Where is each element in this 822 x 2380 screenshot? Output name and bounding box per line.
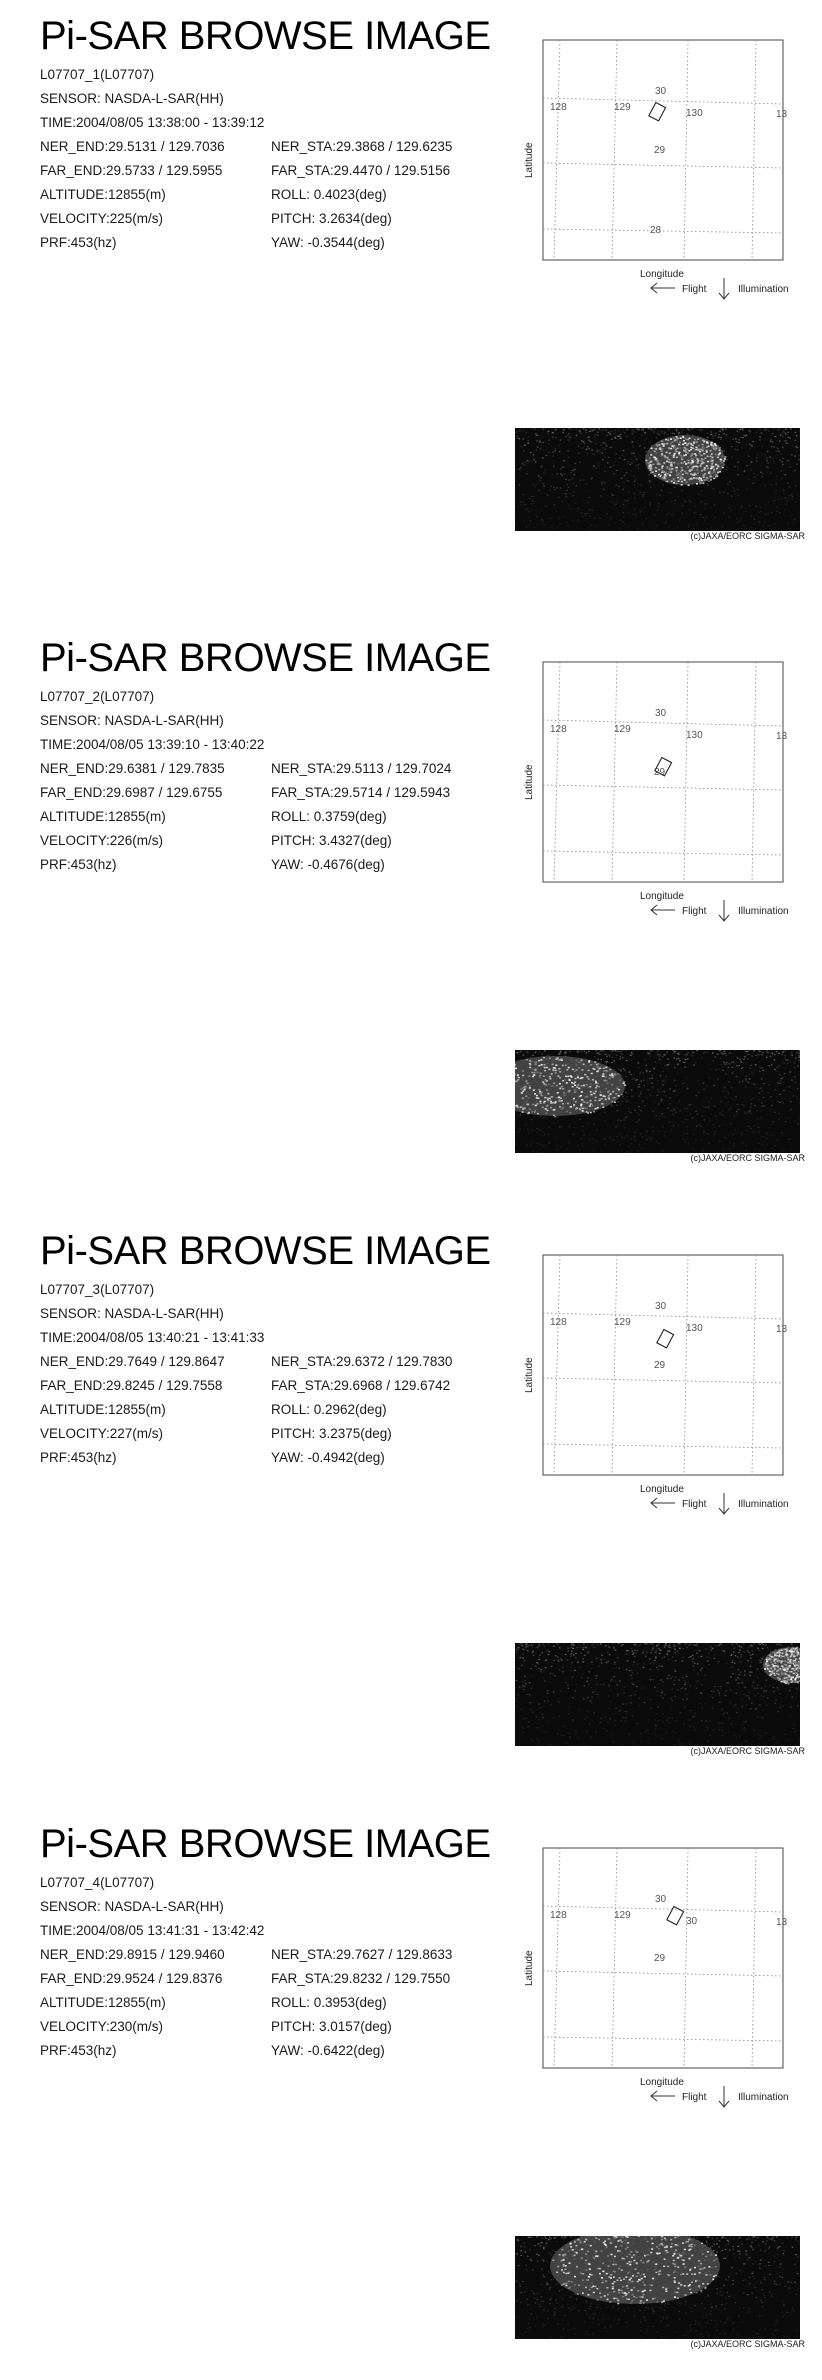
browse-record <box>0 1215 822 1809</box>
sar-browse-image <box>515 2236 800 2339</box>
roll-line: ROLL: 0.3759(deg) <box>271 809 387 824</box>
lon-130-label: 130 <box>686 730 703 741</box>
yaw-line: YAW: -0.4942(deg) <box>271 1450 385 1465</box>
flight-label: Flight <box>682 1499 707 1510</box>
sar-browse-image <box>515 428 800 531</box>
time-line: TIME:2004/08/05 13:40:21 - 13:41:33 <box>40 1330 265 1345</box>
far-end-line: FAR_END:29.8245 / 129.7558 <box>40 1378 223 1393</box>
roll-line: ROLL: 0.3953(deg) <box>271 1995 387 2010</box>
map-xlabel: Longitude <box>640 891 684 902</box>
record-title: Pi-SAR BROWSE IMAGE <box>40 14 491 58</box>
ner-end-line: NER_END:29.7649 / 129.8647 <box>40 1354 225 1369</box>
ner-sta-line: NER_STA:29.7627 / 129.8633 <box>271 1947 453 1962</box>
lat-29-label: 29 <box>654 145 666 156</box>
lat-30-label: 30 <box>655 1301 667 1312</box>
pitch-line: PITCH: 3.4327(deg) <box>271 833 392 848</box>
location-map <box>520 640 820 940</box>
copyright-notice: (c)JAXA/EORC SIGMA-SAR <box>690 1746 805 1756</box>
direction-legend <box>645 1490 820 1520</box>
far-sta-line: FAR_STA:29.5714 / 129.5943 <box>271 785 451 800</box>
time-line: TIME:2004/08/05 13:38:00 - 13:39:12 <box>40 115 265 130</box>
lon-130-label: 130 <box>686 108 703 119</box>
direction-legend <box>645 275 820 305</box>
pitch-line: PITCH: 3.2375(deg) <box>271 1426 392 1441</box>
ner-end-line: NER_END:29.8915 / 129.9460 <box>40 1947 225 1962</box>
map-ylabel: Latitude <box>524 1357 535 1393</box>
sar-browse-image <box>515 1643 800 1746</box>
prf-line: PRF:453(hz) <box>40 235 117 250</box>
illumination-arrow-icon <box>719 278 729 299</box>
lon-131-label: 13 <box>776 1917 788 1928</box>
far-end-line: FAR_END:29.9524 / 129.8376 <box>40 1971 223 1986</box>
lat-28-label: 28 <box>650 225 662 236</box>
time-line: TIME:2004/08/05 13:41:31 - 13:42:42 <box>40 1923 265 1938</box>
sensor-line: SENSOR: NASDA-L-SAR(HH) <box>40 1899 224 1914</box>
prf-line: PRF:453(hz) <box>40 1450 117 1465</box>
record-title: Pi-SAR BROWSE IMAGE <box>40 1229 491 1273</box>
lon-131-label: 13 <box>776 1324 788 1335</box>
scene-id: L07707_3(L07707) <box>40 1282 155 1297</box>
flight-arrow-icon <box>651 1498 675 1508</box>
lon-128-label: 128 <box>550 1910 567 1921</box>
location-map <box>520 18 820 318</box>
prf-line: PRF:453(hz) <box>40 2043 117 2058</box>
lat-29-label: 29 <box>654 1360 666 1371</box>
ner-sta-line: NER_STA:29.3868 / 129.6235 <box>271 139 453 154</box>
lon-131-label: 13 <box>776 109 788 120</box>
ner-sta-line: NER_STA:29.6372 / 129.7830 <box>271 1354 453 1369</box>
copyright-notice: (c)JAXA/EORC SIGMA-SAR <box>690 531 805 541</box>
lon-130-label: 130 <box>686 1323 703 1334</box>
scene-id: L07707_4(L07707) <box>40 1875 155 1890</box>
record-title: Pi-SAR BROWSE IMAGE <box>40 636 491 680</box>
illumination-label: Illumination <box>738 2092 789 2103</box>
map-ylabel: Latitude <box>524 142 535 178</box>
direction-legend <box>645 897 820 927</box>
direction-legend <box>645 2083 820 2113</box>
map-xlabel: Longitude <box>640 1484 684 1495</box>
flight-arrow-icon <box>651 283 675 293</box>
far-end-line: FAR_END:29.6987 / 129.6755 <box>40 785 223 800</box>
lon-128-label: 128 <box>550 1317 567 1328</box>
illumination-label: Illumination <box>738 1499 789 1510</box>
altitude-line: ALTITUDE:12855(m) <box>40 187 166 202</box>
lon-128-label: 128 <box>550 102 567 113</box>
lon-128-label: 128 <box>550 724 567 735</box>
scene-id: L07707_2(L07707) <box>40 689 155 704</box>
ner-sta-line: NER_STA:29.5113 / 129.7024 <box>271 761 452 776</box>
flight-label: Flight <box>682 906 707 917</box>
illumination-label: Illumination <box>738 284 789 295</box>
lat-30-label: 30 <box>655 708 667 719</box>
flight-arrow-icon <box>651 2091 675 2101</box>
sar-browse-image <box>515 1050 800 1153</box>
sensor-line: SENSOR: NASDA-L-SAR(HH) <box>40 91 224 106</box>
sensor-line: SENSOR: NASDA-L-SAR(HH) <box>40 713 224 728</box>
time-line: TIME:2004/08/05 13:39:10 - 13:40:22 <box>40 737 265 752</box>
yaw-line: YAW: -0.6422(deg) <box>271 2043 385 2058</box>
browse-record <box>0 0 822 594</box>
lon-129-label: 129 <box>614 1317 631 1328</box>
illumination-arrow-icon <box>719 1493 729 1514</box>
pitch-line: PITCH: 3.0157(deg) <box>271 2019 392 2034</box>
pitch-line: PITCH: 3.2634(deg) <box>271 211 392 226</box>
velocity-line: VELOCITY:227(m/s) <box>40 1426 164 1441</box>
copyright-notice: (c)JAXA/EORC SIGMA-SAR <box>690 1153 805 1163</box>
roll-line: ROLL: 0.4023(deg) <box>271 187 387 202</box>
far-end-line: FAR_END:29.5733 / 129.5955 <box>40 163 223 178</box>
map-ylabel: Latitude <box>524 764 535 800</box>
illumination-label: Illumination <box>738 906 789 917</box>
location-map <box>520 1826 820 2126</box>
altitude-line: ALTITUDE:12855(m) <box>40 1402 166 1417</box>
velocity-line: VELOCITY:230(m/s) <box>40 2019 164 2034</box>
lon-130-label: 30 <box>686 1916 698 1927</box>
map-ylabel: Latitude <box>524 1950 535 1986</box>
scene-id: L07707_1(L07707) <box>40 67 155 82</box>
map-xlabel: Longitude <box>640 269 684 280</box>
lon-129-label: 129 <box>614 724 631 735</box>
browse-record <box>0 1808 822 2380</box>
browse-record <box>0 622 822 1216</box>
flight-arrow-icon <box>651 905 675 915</box>
lon-129-label: 129 <box>614 102 631 113</box>
illumination-arrow-icon <box>719 900 729 921</box>
lat-30-label: 30 <box>655 1894 667 1905</box>
prf-line: PRF:453(hz) <box>40 857 117 872</box>
far-sta-line: FAR_STA:29.6968 / 129.6742 <box>271 1378 451 1393</box>
map-xlabel: Longitude <box>640 2077 684 2088</box>
ner-end-line: NER_END:29.5131 / 129.7036 <box>40 139 225 154</box>
lat-29-label: 29 <box>654 1953 666 1964</box>
sensor-line: SENSOR: NASDA-L-SAR(HH) <box>40 1306 224 1321</box>
lat-30-label: 30 <box>655 86 667 97</box>
altitude-line: ALTITUDE:12855(m) <box>40 809 166 824</box>
copyright-notice: (c)JAXA/EORC SIGMA-SAR <box>690 2339 805 2349</box>
velocity-line: VELOCITY:225(m/s) <box>40 211 164 226</box>
far-sta-line: FAR_STA:29.8232 / 129.7550 <box>271 1971 451 1986</box>
roll-line: ROLL: 0.2962(deg) <box>271 1402 387 1417</box>
lon-131-label: 13 <box>776 731 788 742</box>
location-map <box>520 1233 820 1533</box>
altitude-line: ALTITUDE:12855(m) <box>40 1995 166 2010</box>
yaw-line: YAW: -0.4676(deg) <box>271 857 385 872</box>
ner-end-line: NER_END:29.6381 / 129.7835 <box>40 761 225 776</box>
flight-label: Flight <box>682 2092 707 2103</box>
illumination-arrow-icon <box>719 2086 729 2107</box>
lon-129-label: 129 <box>614 1910 631 1921</box>
record-title: Pi-SAR BROWSE IMAGE <box>40 1822 491 1866</box>
velocity-line: VELOCITY:226(m/s) <box>40 833 164 848</box>
far-sta-line: FAR_STA:29.4470 / 129.5156 <box>271 163 451 178</box>
flight-label: Flight <box>682 284 707 295</box>
yaw-line: YAW: -0.3544(deg) <box>271 235 385 250</box>
lat-29-label: 29 <box>654 767 666 778</box>
